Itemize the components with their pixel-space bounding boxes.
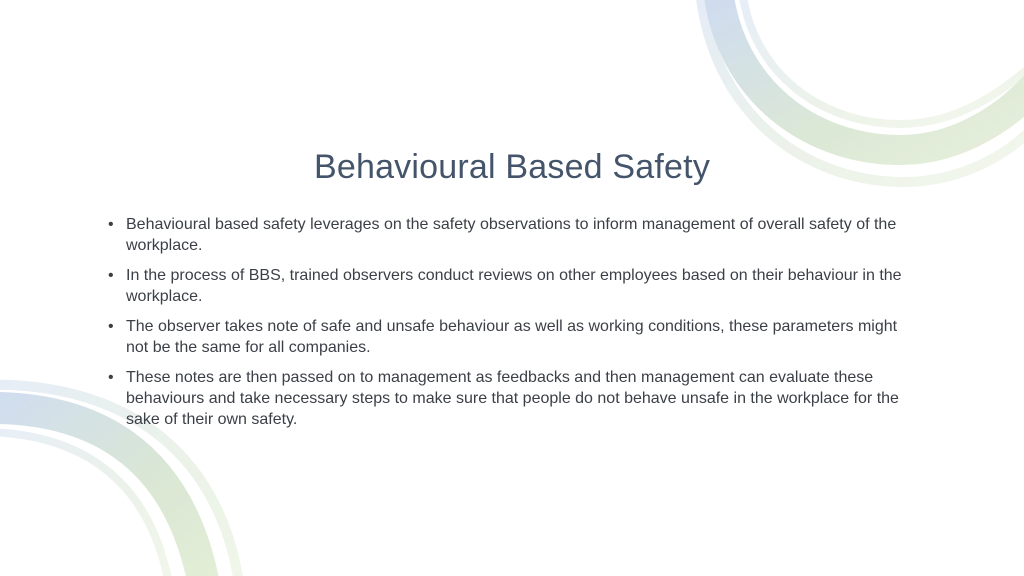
bullet-text: In the process of BBS, trained observers conduct reviews on other employees based on their behaviour in the workplace.	[126, 267, 902, 305]
bullet-text: These notes are then passed on to management as feedbacks and then management can evaluate these behaviours and take necessary steps to make sure that people do not behave unsafe in the workplace for the sake of their own safety.	[126, 369, 899, 428]
bullet-icon: •	[108, 369, 114, 386]
list-item	[108, 214, 908, 256]
bullet-text: Behavioural based safety leverages on the safety observations to inform management of overall safety of the workplace.	[126, 216, 897, 254]
list-item	[108, 265, 908, 307]
bullet-text: The observer takes note of safe and unsafe behaviour as well as working conditions, these parameters might not be the same for all companies.	[126, 318, 898, 356]
bullet-icon: •	[108, 267, 114, 284]
bullet-icon: •	[108, 216, 114, 233]
bullet-list	[108, 214, 908, 439]
slide-title: Behavioural Based Safety	[313, 148, 711, 186]
bullet-icon: •	[108, 318, 114, 335]
list-item	[108, 316, 908, 358]
list-item	[108, 367, 908, 430]
